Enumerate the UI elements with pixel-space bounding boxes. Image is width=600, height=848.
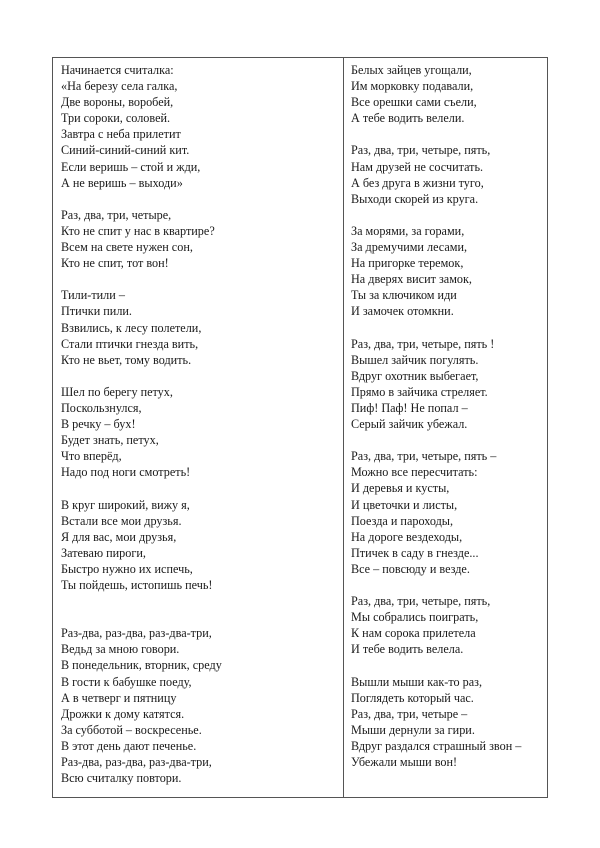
verse-line: Вышли мыши как-то раз,: [351, 674, 483, 689]
verse-line: Поскользнулся,: [61, 400, 142, 415]
right-column: [351, 62, 543, 770]
verse-line: Все – повсюду и везде.: [351, 561, 470, 576]
verse-line: На дверях висит замок,: [351, 272, 472, 287]
stanza-gap: [351, 207, 543, 223]
stanza-gap: [351, 432, 543, 448]
two-column-table: [52, 57, 548, 798]
stanza-gap: [351, 126, 543, 142]
verse-line: Убежали мыши вон!: [351, 755, 458, 770]
verse-line: Что вперёд,: [61, 449, 122, 464]
stanza: [61, 497, 337, 594]
verse-line: Ведьд за мною говори.: [61, 642, 180, 657]
verse-line: Можно все пересчитать:: [351, 465, 478, 480]
verse-line: Будет знать, петух,: [61, 433, 159, 448]
verse-line: И цветочки и листы,: [351, 497, 458, 512]
verse-line: Серый зайчик убежал.: [351, 417, 468, 432]
verse-line: Ты пойдешь, истопишь печь!: [61, 578, 213, 592]
verse-line: Три сороки, соловей.: [61, 111, 171, 126]
verse-line: Синий-синий-синий кит.: [61, 143, 190, 158]
verse-line: На дороге вездеходы,: [351, 529, 463, 544]
verse-line: Им морковку подавали,: [351, 79, 474, 94]
verse-line: Всю считалку повтори.: [61, 771, 182, 786]
stanza: [61, 625, 337, 786]
verse-line: А тебе водить велели.: [351, 111, 465, 126]
stanza-gap: [61, 593, 337, 625]
verse-line: Поглядеть который час.: [351, 690, 474, 705]
verse-line: Вдруг охотник выбегает,: [351, 368, 479, 383]
stanza-gap: [351, 577, 543, 593]
verse-line: Прямо в зайчика стреляет.: [351, 384, 488, 399]
verse-line: Птички пили.: [61, 304, 132, 319]
verse-line: Я для вас, мои друзья,: [61, 529, 177, 544]
verse-line: Мы собрались поиграть,: [351, 610, 479, 625]
stanza: [351, 336, 543, 433]
verse-line: Завтра с неба прилетит: [61, 127, 181, 142]
verse-line: Раз, два, три, четыре, пять !: [351, 336, 495, 351]
verse-line: Раз, два, три, четыре, пять,: [351, 594, 491, 609]
verse-line: За субботой – воскресенье.: [61, 722, 202, 737]
verse-line: Мыши дернули за гири.: [351, 722, 475, 737]
stanza: [61, 287, 337, 367]
verse-line: К нам сорока прилетела: [351, 626, 476, 641]
verse-line: Кто не спит, тот вон!: [61, 256, 169, 271]
verse-line: Дрожки к дому катятся.: [61, 706, 185, 721]
stanza-gap: [61, 191, 337, 207]
verse-line: Начинается считалка:: [61, 63, 174, 77]
verse-line: Надо под ноги смотреть!: [61, 465, 191, 480]
verse-line: В круг широкий, вижу я,: [61, 497, 190, 512]
stanza: [351, 62, 543, 126]
stanza-gap: [61, 368, 337, 384]
verse-line: Если веришь – стой и жди,: [61, 159, 201, 174]
stanza-gap: [61, 271, 337, 287]
verse-line: Вдруг раздался страшный звон –: [351, 738, 522, 753]
stanza-gap: [351, 657, 543, 673]
stanza: [61, 207, 337, 271]
verse-line: В этот день дают печенье.: [61, 738, 197, 753]
verse-line: И замочек отомкни.: [351, 304, 454, 319]
verse-line: И тебе водить велела.: [351, 642, 464, 657]
verse-line: Быстро нужно их испечь,: [61, 561, 193, 576]
verse-line: На пригорке теремок,: [351, 256, 464, 271]
stanza: [351, 448, 543, 577]
verse-line: Поезда и пароходы,: [351, 513, 454, 528]
verse-line: «На березу села галка,: [61, 79, 178, 94]
verse-line: Кто не вьет, тому водить.: [61, 352, 192, 367]
verse-line: Кто не спит у нас в квартире?: [61, 223, 215, 238]
verse-line: Раз, два, три, четыре,: [61, 207, 172, 222]
verse-line: Затеваю пироги,: [61, 545, 146, 560]
verse-line: Ты за ключиком иди: [351, 288, 457, 303]
verse-line: А в четверг и пятницу: [61, 690, 177, 705]
verse-line: Пиф! Паф! Не попал –: [351, 400, 468, 415]
verse-line: В речку – бух!: [61, 417, 136, 432]
verse-line: В понедельник, вторник, среду: [61, 658, 222, 673]
verse-line: Шел по берегу петух,: [61, 384, 173, 399]
stanza: [61, 62, 337, 191]
stanza-gap: [61, 480, 337, 496]
verse-line: А не веришь – выходи»: [61, 175, 183, 190]
verse-line: Встали все мои друзья.: [61, 513, 182, 528]
column-divider: [343, 58, 344, 797]
left-column: [61, 62, 337, 786]
stanza: [351, 593, 543, 657]
verse-line: Раз, два, три, четыре, пять,: [351, 143, 491, 158]
verse-line: Все орешки сами съели,: [351, 95, 477, 110]
verse-line: Раз, два, три, четыре –: [351, 706, 468, 721]
stanza-gap: [351, 320, 543, 336]
verse-line: Птичек в саду в гнезде...: [351, 545, 479, 560]
verse-line: За дремучими лесами,: [351, 240, 468, 255]
verse-line: Стали птички гнезда вить,: [61, 336, 199, 351]
verse-line: В гости к бабушке поеду,: [61, 674, 192, 689]
verse-line: И деревья и кусты,: [351, 481, 450, 496]
verse-line: А без друга в жизни туго,: [351, 175, 484, 190]
verse-line: Выходи скорей из круга.: [351, 191, 479, 206]
verse-line: Две вороны, воробей,: [61, 95, 174, 110]
verse-line: Тили-тили –: [61, 288, 125, 303]
stanza: [351, 674, 543, 771]
verse-line: Нам друзей не сосчитать.: [351, 159, 484, 174]
verse-line: Вышел зайчик погулять.: [351, 352, 479, 367]
stanza: [351, 142, 543, 206]
verse-line: Раз-два, раз-два, раз-два-три,: [61, 626, 212, 641]
stanza: [351, 223, 543, 320]
verse-line: Раз, два, три, четыре, пять –: [351, 449, 497, 464]
stanza: [61, 384, 337, 481]
verse-line: Раз-два, раз-два, раз-два-три,: [61, 755, 212, 770]
verse-line: Взвились, к лесу полетели,: [61, 320, 202, 335]
verse-line: Белых зайцев угощали,: [351, 63, 472, 77]
verse-line: За морями, за горами,: [351, 223, 465, 238]
verse-line: Всем на свете нужен сон,: [61, 240, 193, 255]
